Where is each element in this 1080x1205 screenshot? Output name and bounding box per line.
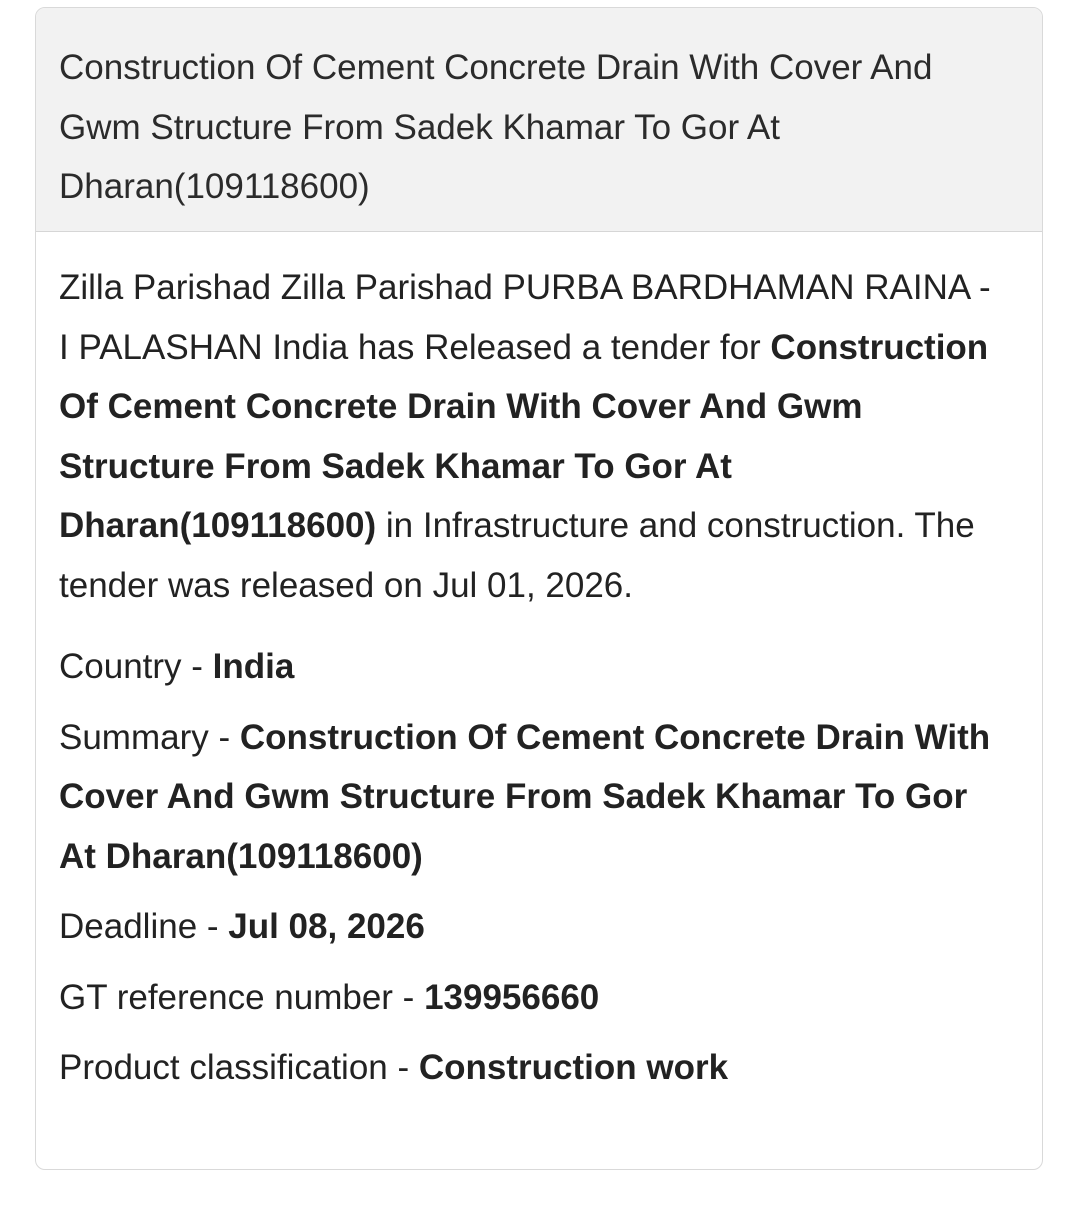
summary-value: Construction Of Cement Concrete Drain With Cover And Gwm Structure From Sadek Khamar To Gor At Dharan(109118600) [59, 717, 991, 876]
tender-intro [59, 258, 1002, 615]
card-body [36, 232, 1042, 1098]
tender-header-title: Construction Of Cement Concrete Drain With Cover And Gwm Structure From Sadek Khamar To Gor At Dharan(109118600) [59, 48, 933, 206]
field-gt-reference [59, 968, 1002, 1028]
deadline-value: Jul 08, 2026 [228, 907, 425, 946]
field-product-classification [59, 1038, 1002, 1098]
gt-reference-label: GT reference number - [59, 977, 425, 1017]
product-classification-label: Product classification - [59, 1048, 419, 1087]
field-deadline [59, 897, 1002, 957]
field-country [59, 637, 1002, 697]
country-label: Country - [59, 647, 213, 686]
card-header [36, 8, 1042, 232]
country-value: India [212, 647, 295, 686]
summary-label: Summary - [59, 717, 240, 757]
sector-text: in Infrastructure and construction. The tender was released on Jul 01, 2026. [59, 506, 975, 605]
tender-title: Construction Of Cement Concrete Drain With Cover And Gwm Structure From Sadek Khamar To Gor At Dharan(109118600) [59, 327, 989, 545]
tender-card [35, 7, 1043, 1170]
field-summary [59, 708, 1002, 887]
deadline-label: Deadline - [59, 907, 229, 946]
publisher-text: Zilla Parishad Zilla Parishad PURBA BARDHAMAN RAINA - I PALASHAN India has Released a tender for [59, 268, 991, 367]
gt-reference-value: 139956660 [424, 977, 600, 1017]
product-classification-value: Construction work [418, 1048, 729, 1087]
